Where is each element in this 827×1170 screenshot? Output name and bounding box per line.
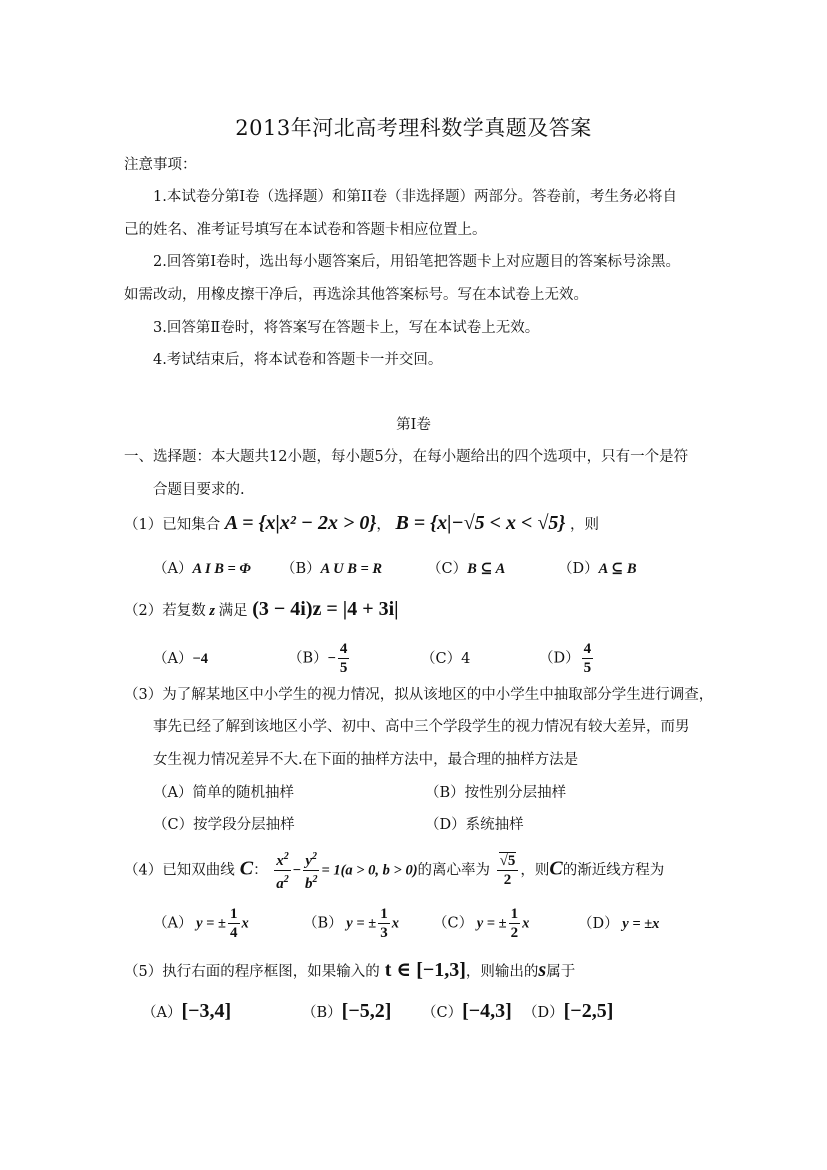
q4-option-b-label: （B） bbox=[303, 915, 343, 932]
question-4-options: （A） y = ± $\frac{1}{4}$ x （B） y = ± $\frac{1}{3}$ x （C） y = ± $\frac{1}{2}$ x （D） y = ±x bbox=[153, 906, 660, 941]
question-3-line-2: 事先已经了解到该地区小学、初中、高中三个学段学生的视力情况有较大差异，而男 bbox=[153, 719, 690, 735]
q2-stem-text: （2）若复数 bbox=[124, 603, 206, 619]
notice-item-2b: 如需改动，用橡皮擦干净后，再选涂其他答案标号。写在本试卷上无效。 bbox=[124, 287, 588, 303]
section-intro-a: 一、选择题：本大题共12小题，每小题5分，在每小题给出的四个选项中，只有一个是符 bbox=[124, 449, 689, 465]
q4-option-c-label: （C） bbox=[433, 915, 474, 932]
q5-stem-text: （5）执行右面的程序框图，如果输入的 bbox=[124, 964, 380, 980]
question-2-options: （A）−4 （B）− $\frac{4}{5}$ （C）4 （D） $\frac{4}{5}$ bbox=[153, 641, 592, 676]
q4-frac-y2-b2: $\frac{y^2}{b^2}$ bbox=[303, 848, 320, 893]
q1-option-d: A ⊆ B bbox=[598, 561, 637, 577]
q4-option-d-label: （D） bbox=[578, 915, 619, 932]
q1-option-d-label: （D） bbox=[558, 561, 599, 577]
q2-option-a-label: （A） bbox=[153, 650, 193, 667]
q3-option-c: （C）按学段分层抽样 bbox=[153, 817, 295, 833]
q5-option-b-label: （B） bbox=[302, 1005, 342, 1021]
q1-set-b: B = {x|−√5 < x < √5} bbox=[395, 512, 566, 534]
question-1-stem: （1）已知集合 A = {x|x² − 2x > 0}， B = {x|−√5 < x < √5} ，则 bbox=[124, 512, 599, 534]
q1-option-b: A U B = R bbox=[320, 561, 383, 577]
q5-stem-mid: ，则输出的 bbox=[465, 964, 539, 980]
q4-option-b-fraction: $\frac{1}{3}$ bbox=[380, 906, 388, 941]
q5-option-d: [−2,5] bbox=[563, 1000, 614, 1022]
section-intro-b: 合题目要求的. bbox=[153, 482, 245, 498]
q2-option-b-fraction: $\frac{4}{5}$ bbox=[339, 641, 348, 676]
notice-item-4: 4.考试结束后，将本试卷和答题卡一并交回。 bbox=[153, 352, 443, 368]
q4-option-a-label: （A） bbox=[153, 915, 193, 932]
question-5-options bbox=[142, 1000, 613, 1023]
q4-stem-end-2: 的渐近线方程为 bbox=[562, 862, 665, 879]
notice-item-1b: 己的姓名、准考证号填写在本试卷和答题卡相应位置上。 bbox=[124, 222, 487, 238]
q1-stem-end: ，则 bbox=[569, 517, 599, 533]
q2-stem-mid: 满足 bbox=[218, 603, 248, 619]
notice-heading: 注意事项： bbox=[124, 157, 197, 173]
q2-option-c: 4 bbox=[461, 650, 471, 667]
q4-option-c-fraction: $\frac{1}{2}$ bbox=[510, 906, 519, 941]
section-label: 第Ⅰ卷 bbox=[396, 417, 431, 433]
q3-option-a: （A）简单的随机抽样 bbox=[153, 785, 294, 801]
question-3-line-3: 女生视力情况差异不大.在下面的抽样方法中，最合理的抽样方法是 bbox=[153, 752, 579, 768]
q2-option-d-fraction: $\frac{4}{5}$ bbox=[583, 641, 592, 676]
q4-stem-text: （4）已知双曲线 bbox=[124, 862, 235, 879]
question-3-line-1: （3）为了解某地区中小学生的视力情况，拟从该地区的中小学生中抽取部分学生进行调查， bbox=[124, 687, 714, 703]
q1-option-a: A I B = Φ bbox=[192, 561, 251, 577]
q1-option-a-label: （A） bbox=[153, 561, 193, 577]
question-5-stem: （5）执行右面的程序框图，如果输入的 t ∈ [−1,3]，则输出的s属于 bbox=[124, 959, 576, 981]
q1-option-c-label: （C） bbox=[427, 561, 468, 577]
q5-option-a-label: （A） bbox=[142, 1005, 182, 1021]
q3-option-b: （B）按性别分层抽样 bbox=[425, 785, 567, 801]
q2-option-b-label: （B） bbox=[288, 650, 328, 667]
question-4-stem: （4）已知双曲线 C： $\frac{x^2}{a^2}$ − $\frac{y^2}{b^2}$ = 1(a > 0, b > 0)的离心率为 $\frac{√5}{2}$ ，则C的渐近线方程为 bbox=[124, 848, 664, 893]
q1-set-a: A = {x|x² − 2x > 0} bbox=[224, 512, 377, 534]
q5-stem-end: 属于 bbox=[546, 964, 576, 980]
q5-option-d-label: （D） bbox=[523, 1005, 564, 1021]
q5-option-c-label: （C） bbox=[422, 1005, 463, 1021]
notice-item-2a: 2.回答第Ⅰ卷时，选出每小题答案后，用铅笔把答题卡上对应题目的答案标号涂黑。 bbox=[153, 254, 681, 270]
q3-option-d: （D）系统抽样 bbox=[425, 817, 524, 833]
q4-frac-x2-a2: $\frac{x^2}{a^2}$ bbox=[274, 848, 291, 893]
q4-option-a-fraction: $\frac{1}{4}$ bbox=[230, 906, 238, 941]
notice-item-1a: 1.本试卷分第Ⅰ卷（选择题）和第II卷（非选择题）两部分。答卷前，考生务必将自 bbox=[153, 189, 678, 205]
q5-option-c: [−4,3] bbox=[462, 1000, 512, 1022]
q2-expression: (3 − 4i)z = |4 + 3i| bbox=[252, 598, 399, 620]
q2-option-a: −4 bbox=[192, 650, 208, 667]
q2-option-c-label: （C） bbox=[421, 650, 462, 667]
q1-option-c: B ⊆ A bbox=[467, 561, 506, 577]
q4-stem-end: ，则 bbox=[520, 862, 550, 879]
q1-option-b-label: （B） bbox=[281, 561, 321, 577]
page-title: 2013年河北高考理科数学真题及答案 bbox=[235, 116, 592, 140]
question-1-options bbox=[153, 557, 637, 578]
q1-stem-text: （1）已知集合 bbox=[124, 517, 221, 533]
notice-item-3: 3.回答第Ⅱ卷时，将答案写在答题卡上，写在本试卷上无效。 bbox=[153, 320, 540, 336]
q5-option-b: [−5,2] bbox=[341, 1000, 392, 1022]
q5-option-a: [−3,4] bbox=[181, 1000, 232, 1022]
q4-eccentricity: $\frac{√5}{2}$ bbox=[497, 852, 519, 889]
q2-option-d-label: （D） bbox=[539, 650, 580, 667]
q4-stem-mid: 的离心率为 bbox=[417, 862, 491, 879]
question-2-stem: （2）若复数 z 满足 (3 − 4i)z = |4 + 3i| bbox=[124, 598, 399, 620]
